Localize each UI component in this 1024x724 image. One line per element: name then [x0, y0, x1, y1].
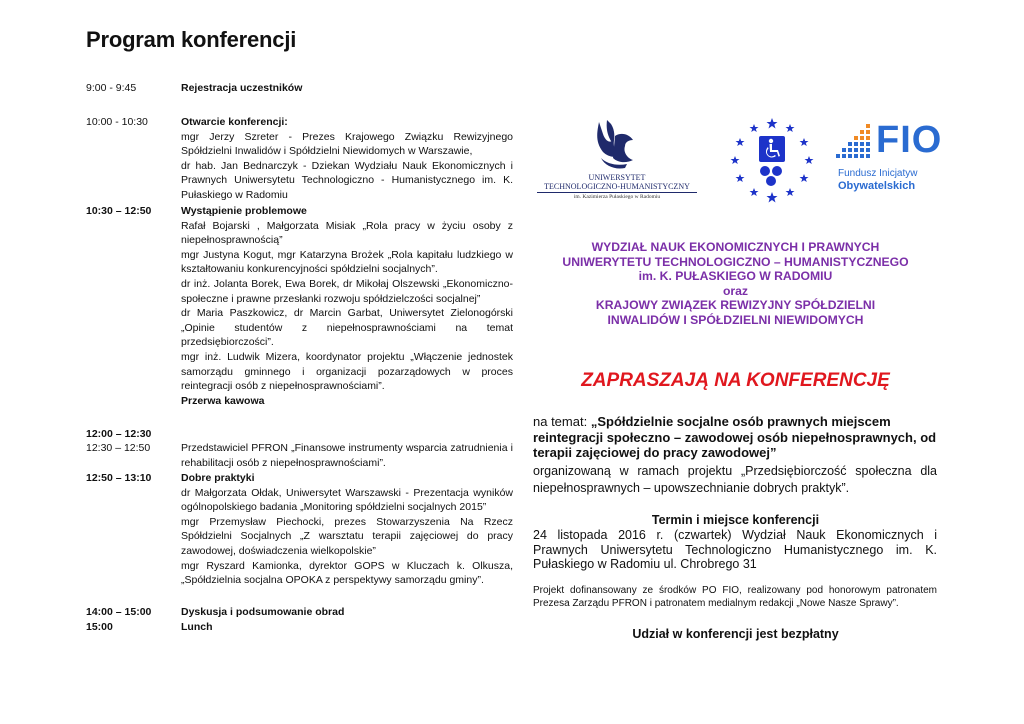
- schedule-item-title: Dyskusja i podsumowanie obrad: [181, 606, 345, 618]
- speaker-entry: dr hab. Jan Bednarczyk - Dziekan Wydziału Nauk Ekonomicznych i Prawnych Uniwersytetu Technologiczno - Humanistycznego im. K. Pułaskiego w Radomiu: [181, 159, 513, 201]
- organizer-line: INWALIDÓW I SPÓŁDZIELNI NIEWIDOMYCH: [607, 312, 864, 327]
- date-place-body: 24 listopada 2016 r. (czwartek) Wydział Nauk Ekonomicznych i Prawnych Uniwersytetu Technologiczno Humanistycznego im. K. Pułaskiego w Radomiu ul. Chrobrego 31: [533, 528, 937, 571]
- fio-logo-line2: Obywatelskich: [838, 180, 916, 192]
- pfron-eu-logo: [724, 114, 820, 204]
- page-title: Program konferencji: [86, 27, 297, 52]
- speaker-entry: Przedstawiciel PFRON „Finansowe instrumenty wsparcia zatrudnienia i rehabilitacji osób z niepełnosprawnościami”.: [181, 442, 513, 469]
- fio-logo: [836, 119, 943, 200]
- speaker-entry: mgr Ryszard Kamionka, dyrektor GOPS w Kluczach k. Olkusza, „Spółdzielnia socjalna OPOKA z perspektywy samorządu gminy”.: [181, 559, 513, 587]
- organizers-block: [533, 240, 938, 328]
- speaker-entry: Rafał Bojarski , Małgorzata Misiak „Rola pracy w życiu osoby z niepełnosprawnością”: [181, 219, 513, 247]
- organizer-line: im. K. PUŁASKIEGO W RADOMIU: [638, 269, 833, 284]
- speaker-entry: dr inż. Jolanta Borek, Ewa Borek, dr Mikołaj Olszewski „Ekonomiczno-społeczne i prawne przesłanki rozwoju spółdzielczości socjalnej”: [181, 277, 513, 305]
- fio-logo-name: FIO: [876, 119, 943, 161]
- organizer-line: UNIWERYTETU TECHNOLOGICZNO – HUMANISTYCZNEGO: [562, 254, 909, 269]
- free-participation-note: Udział w konferencji jest bezpłatny: [632, 627, 839, 641]
- topic-title: „Spółdzielnie socjalne osób prawnych miejscem reintegracji społeczno – zawodowej osób niepełnosprawnych, od terapii zajęciowej do pracy zawodowej”: [533, 414, 937, 460]
- date-place-heading: Termin i miejsce konferencji: [651, 513, 820, 527]
- schedule-item: [181, 204, 513, 408]
- organizer-line: KRAJOWY ZWIĄZEK REWIZYJNY SPÓŁDZIELNI: [595, 298, 876, 313]
- schedule-time: 10:00 - 10:30: [86, 116, 148, 128]
- speaker-entry: mgr Justyna Kogut, mgr Katarzyna Brożek „Rola kapitału ludzkiego w kształtowaniu konkurencyjności spółdzielni socjalnych”.: [181, 248, 513, 276]
- speaker-entry: mgr Przemysław Piechocki, prezes Stowarzyszenia Na Rzecz Spółdzielni Socjalnych „Z warsztatu terapii zajęciowej do pracy zawodowej, doświadczenia wielkopolskie”: [181, 515, 513, 557]
- topic-prefix: na temat:: [533, 414, 588, 429]
- dots-icon: [836, 122, 872, 164]
- uth-logo-line2: TECHNOLOGICZNO-HUMANISTYCZNY: [537, 182, 697, 193]
- schedule-item-title: Lunch: [181, 621, 213, 633]
- coffee-break-label: Przerwa kawowa: [181, 394, 265, 407]
- schedule-item-title: Rejestracja uczestników: [181, 82, 303, 94]
- speaker-entry: mgr inż. Ludwik Mizera, koordynator projektu „Włączenie jednostek samorządu gminnego i organizacji pozarządowych w proces reintegracji osób z niepełnosprawnościami”.: [181, 350, 513, 393]
- schedule-time: 9:00 - 9:45: [86, 82, 137, 94]
- fio-logo-line1: Fundusz Inicjatyw: [838, 168, 918, 179]
- schedule-item-title: Wystąpienie problemowe: [181, 205, 307, 217]
- schedule-time: 10:30 – 12:50: [86, 205, 152, 217]
- schedule-item-title: Dobre praktyki: [181, 472, 255, 484]
- uth-logo: [537, 118, 697, 208]
- conference-topic: [533, 414, 937, 461]
- funding-note: Projekt dofinansowany ze środków PO FIO, realizowany pod honorowym patronatem Prezesa Zarządu PFRON i patronatem medialnym redakcji „Nowe Nasze Sprawy”.: [533, 585, 937, 610]
- speaker-entry: dr Maria Paszkowicz, dr Marcin Garbat, Uniwersytet Zielonogórski „Opinie studentów z niepełnosprawnościami na temat przedsiębiorczości”.: [181, 307, 513, 349]
- schedule-time: 14:00 – 15:00: [86, 606, 152, 618]
- schedule-time: 15:00: [86, 621, 113, 633]
- uth-logo-line3: im. Kazimierza Pułaskiego w Radomiu: [573, 194, 661, 200]
- schedule-time: 12:00 – 12:30: [86, 428, 152, 440]
- speaker-entry: mgr Jerzy Szreter - Prezes Krajowego Związku Rewizyjnego Spółdzielni Inwalidów i Spółdzielni Niewidomych w Warszawie,: [181, 130, 513, 158]
- invitation-heading: ZAPRASZAJĄ NA KONFERENCJĘ: [581, 370, 890, 391]
- schedule-item-title: Otwarcie konferencji:: [181, 116, 288, 128]
- schedule-item: [181, 441, 513, 470]
- project-info: organizowaną w ramach projektu „Przedsiębiorczość społeczna dla niepełnosprawnych – upowszechnianie dobrych praktyk”.: [533, 464, 937, 495]
- speaker-entry: dr Małgorzata Ołdak, Uniwersytet Warszawski - Prezentacja wyników ogólnopolskiego badania „Monitoring spółdzielni socjalnych 2015”: [181, 486, 513, 514]
- schedule-item: [181, 471, 513, 588]
- schedule-time: 12:50 – 13:10: [86, 472, 152, 484]
- schedule-time: 12:30 – 12:50: [86, 442, 151, 454]
- organizer-line: oraz: [722, 283, 749, 298]
- uth-logo-line1: UNIWERSYTET: [588, 173, 646, 182]
- schedule-item: [181, 115, 513, 203]
- eagle-icon: [537, 118, 697, 170]
- organizer-line: WYDZIAŁ NAUK EKONOMICZNYCH I PRAWNYCH: [591, 240, 880, 254]
